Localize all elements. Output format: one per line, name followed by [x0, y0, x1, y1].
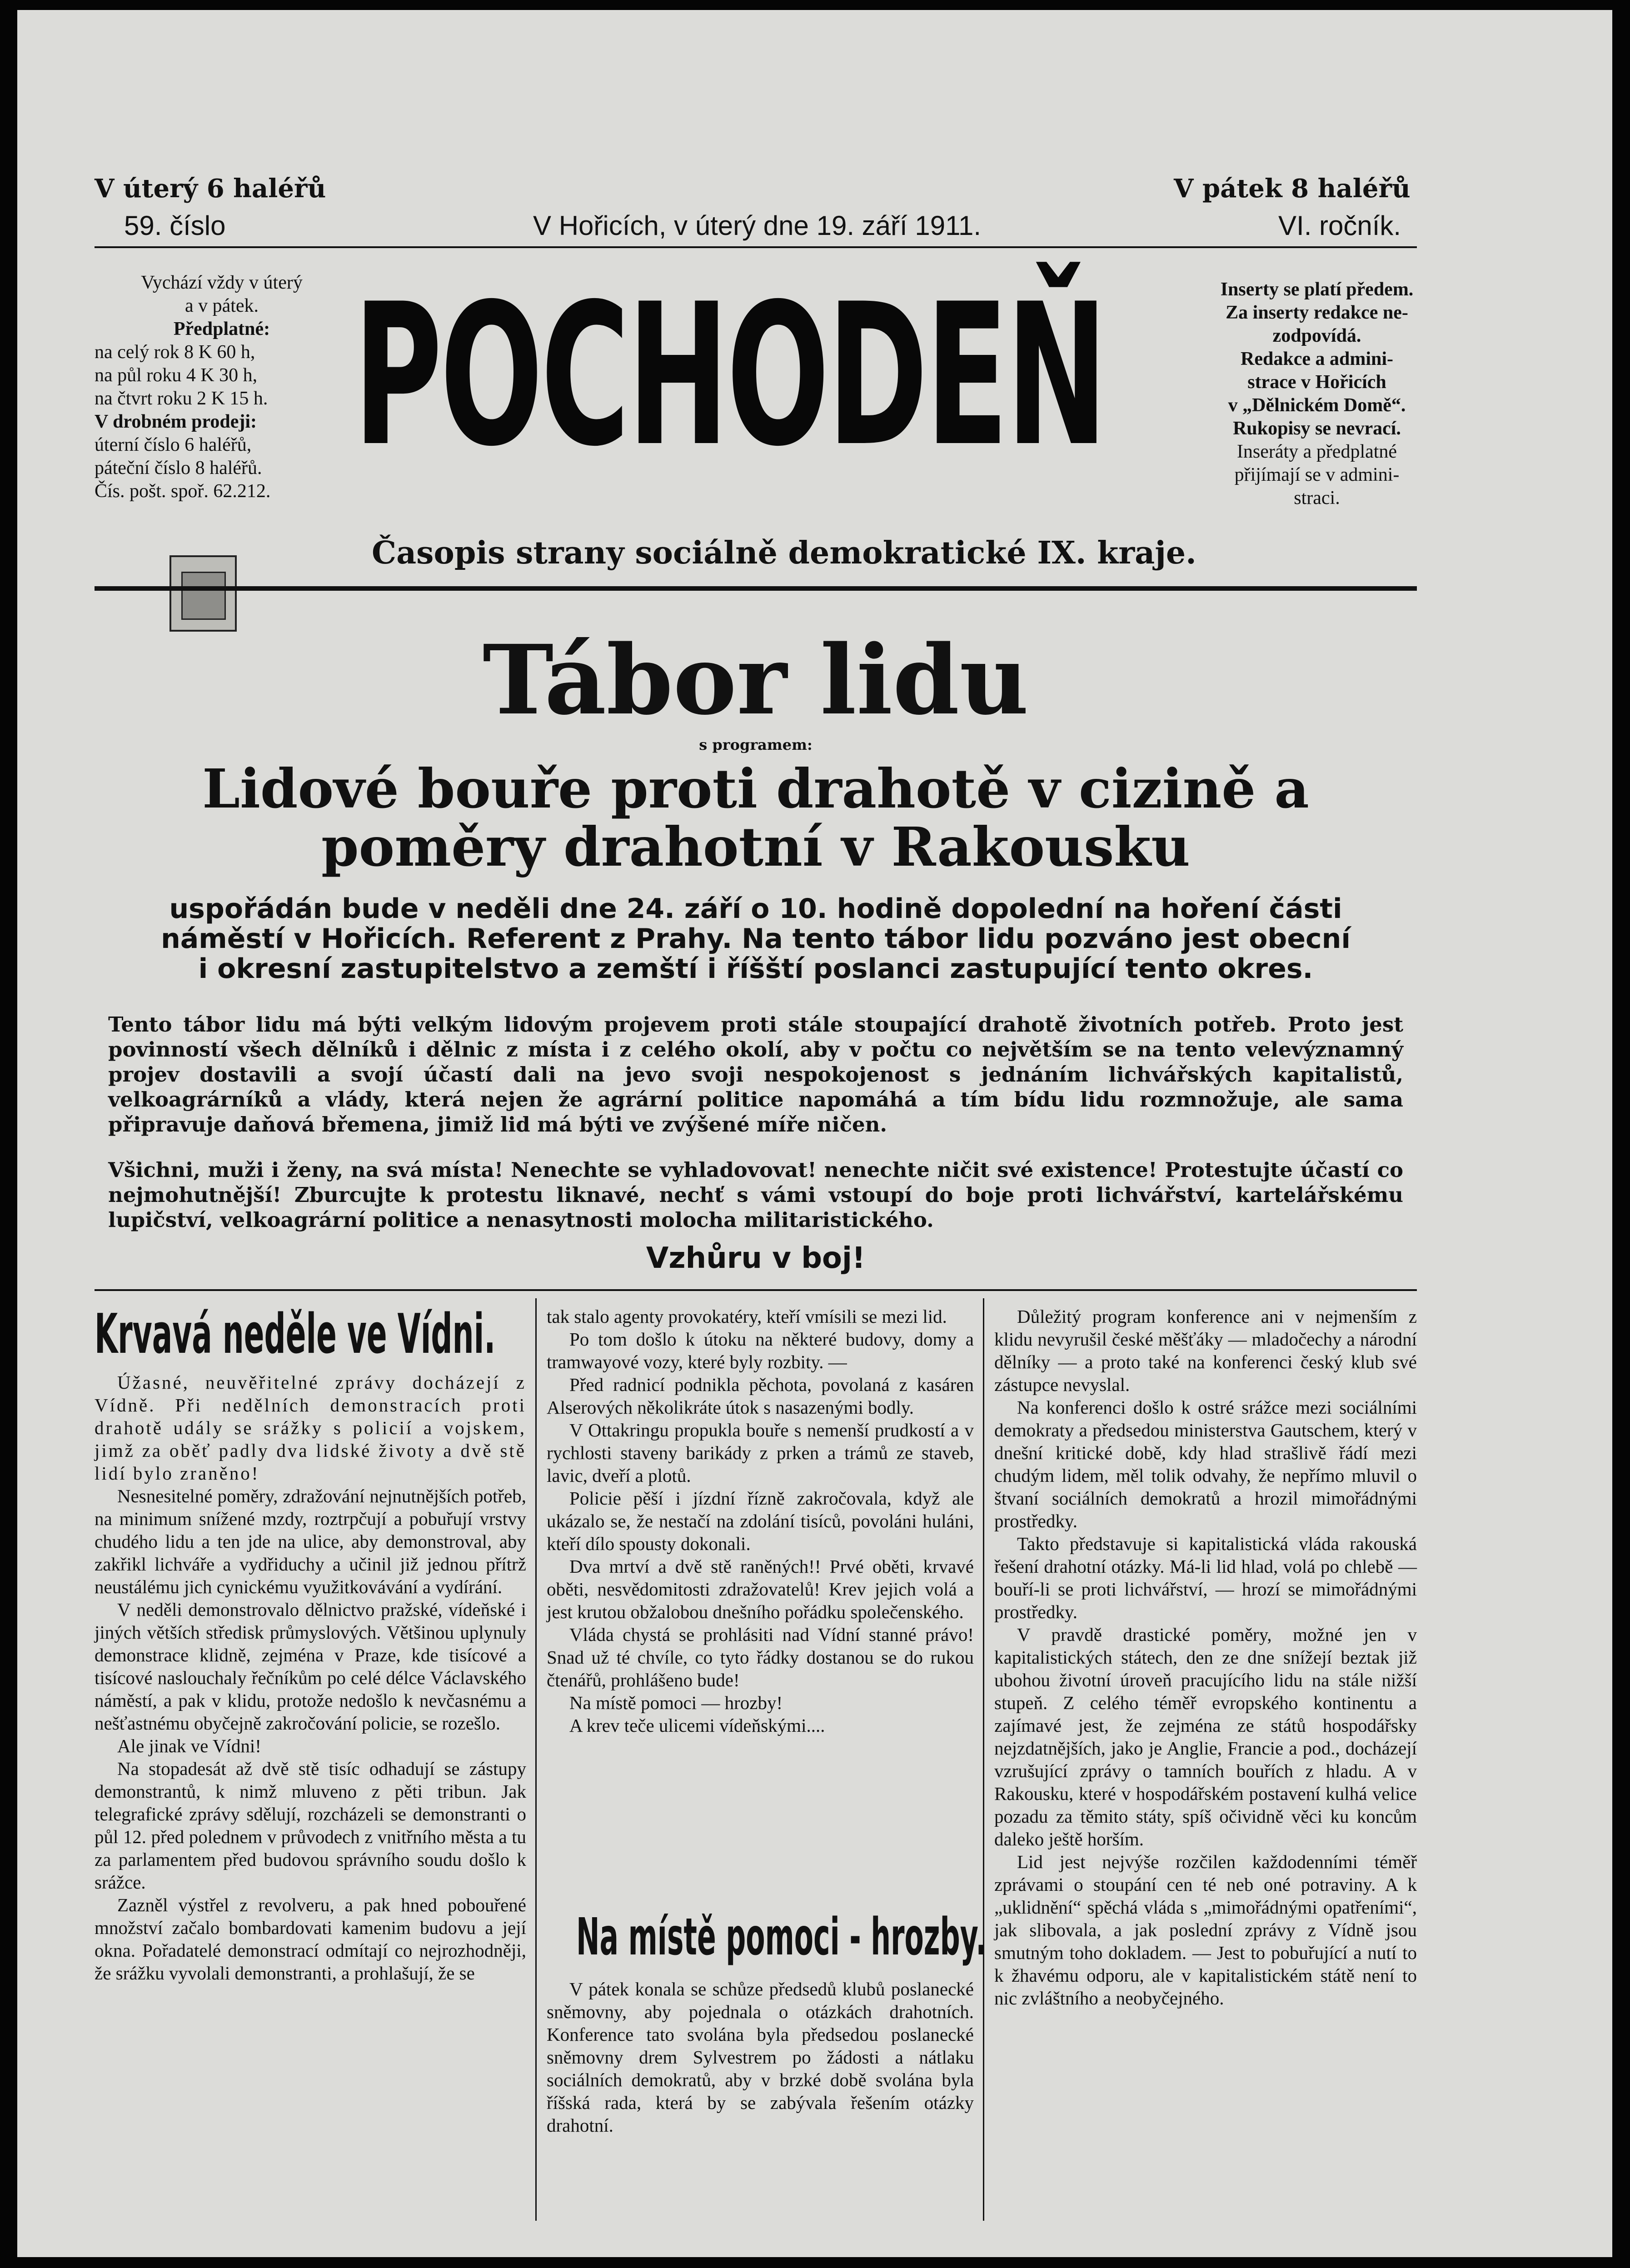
article-paragraph: V pravdě drastické poměry, možné jen v kapitalistických státech, den ze dne snížejí beztak již ubohou životní úroveň pracujícího lidu na stále nižší stupeň. Z celého téměř evropského kontinentu a zajímavé jest, že zejména ze států hospodářsky nejzdatnějších, jako je Anglie, Francie a pod., docházejí vzrušující zprávy o tamních bouřích z hladu. A v Rakousku, které v hospodářském postavení kulhá velice pozadu za těmito státy, spíš očividně věci ku koncům daleko ještě horším. [994, 1624, 1417, 1849]
left-info-line: na celý rok 8 K 60 h, [95, 342, 255, 363]
price-friday: V pátek 8 haléřů [1174, 174, 1411, 204]
article-paragraph: Na stopadesát až dvě stě tisíc odhadují se zástupy demonstrantů, k nimž mluveno z pěti tribun. Jak telegrafické zprávy sdělují, rozcházeli se demonstranti o půl 12. před polednem v průvodech z vnitřního města a tu za parlamentem před budovou správního soudu došlo k srážce. [95, 1758, 526, 1893]
article-headline: Na místě pomoci - hrozby. [576, 1908, 987, 1967]
dateline: V Hořicích, v úterý dne 19. září 1911. [533, 210, 982, 241]
announce-line: uspořádán bude v neděli dne 24. září o 10. hodině dopolední na hoření části [169, 893, 1342, 925]
article-column-2-b [547, 1978, 974, 2137]
masthead-subtitle: Časopis strany sociálně demokratické IX. kraje. [372, 535, 1196, 571]
right-info-line: Rukopisy se nevrací. [1233, 418, 1401, 439]
left-info-line: a v pátek. [184, 295, 259, 316]
left-info-line: úterní číslo 6 haléřů, [95, 434, 252, 455]
appeal-paragraph: Všichni, muži i ženy, na svá místa! Nenechte se vyhladovovat! nenechte ničit své existence! Protestujte účastí co nejmohutnější! Zburcujte k protestu liknavé, nechť s vámi vstoupí do boje proti lichvářství, kartelářskému lupičství, velkoagrární politice a nenasytnosti molocha militaristického. [108, 1158, 1403, 1232]
article-paragraph: V Ottakringu propukla bouře s nemenší prudkostí a v rychlosti staveny barikády z prken a trámů ze staveb, lavic, dveří a plotů. [547, 1420, 974, 1486]
left-info-line: Čís. pošt. spoř. 62.212. [95, 481, 271, 502]
article-paragraph: Na místě pomoci — hrozby! [569, 1692, 783, 1713]
article-paragraph: Vláda chystá se prohlásiti nad Vídní stanné právo! Snad už té chvíle, co tyto řádky dostanou se do rukou čtenářů, prohlášeno bude! [547, 1624, 974, 1690]
article-lead: Úžasné, neuvěřitelné zprávy docházejí z Vídně. Při nedělních demonstracích proti drahotě udály se srážky s policií a vojskem, jimž za oběť padly dva lidské životy a dvě stě lidí bylo zraněno! [95, 1372, 526, 1484]
article-paragraph: V pátek konala se schůze předsedů klubů poslanecké sněmovny, aby pojednala o otázkách drahotních. Konference tato svolána byla předsedou poslanecké sněmovny drem Sylvestrem po žádosti a nátlaku sociálních demokratů, aby v brzké době svolána byla říšská rada, která by se zabývala řešením otázky drahotní. [547, 1979, 974, 2136]
article-column-3 [994, 1305, 1417, 2009]
battle-cry: Vzhůru v boj! [646, 1241, 866, 1275]
right-info-line: straci. [1294, 488, 1340, 508]
right-info-line: Inseráty a předplatné [1236, 441, 1397, 462]
masthead-rule [95, 586, 1417, 591]
subheadline-line: poměry drahotní v Rakousku [321, 815, 1190, 878]
left-info-line: na čtvrt roku 2 K 15 h. [95, 388, 268, 409]
article-paragraph: Lid jest nejvýše rozčilen každodenními téměř zprávami o stoupání cen té neb oné potraviny. A k „uklidnění“ spěchá vláda s „mimořádnými opatřeními“, jak slibovala, a jak poslední zprávy z Vídně jsou smutným toho dokladem. — Jest to pobuřující a nutí to k žhavému odporu, ale v kapitalistickém státě není to nic zvláštního a neobyčejného. [994, 1851, 1417, 2009]
left-info-line: páteční číslo 8 haléřů. [95, 458, 262, 479]
left-info-line: Předplatné: [173, 319, 270, 339]
article-column-1 [95, 1371, 526, 1984]
article-paragraph: V neděli demonstrovalo dělnictvo pražské, vídeňské i jiných větších středisk průmyslových. Většinou uplynuly demonstrace klidně, zejména v Praze, kde tisícové a tisícové naslouchaly řečníkům po celé délce Václavského náměstí, a pak v klidu, protože nedošlo k nevčasnému a nešťastnému obyčejně zakročování policie, se rozešlo. [95, 1599, 526, 1734]
column-divider [535, 1298, 537, 2221]
column-divider [983, 1298, 984, 2221]
article-paragraph: Zazněl výstřel z revolveru, a pak hned pobouřené množství začalo bombardovati kamenim budovu a její okna. Pořadatelé demonstrací odmítají co nejrozhodněji, že srážku vyvolali demonstranti, a prohlašují, že se [95, 1894, 526, 1984]
subheadline [95, 757, 1417, 878]
newspaper-page [17, 10, 1612, 2257]
right-info-line: strace v Hořicích [1247, 372, 1386, 393]
article-paragraph: Po tom došlo k útoku na některé budovy, domy a tramwayové vozy, které byly rozbity. — [547, 1329, 974, 1372]
announce-line: i okresní zastupitelstvo a zemští i říšští poslanci zastupující tento okres. [198, 953, 1313, 985]
article-paragraph: Před radnicí podnikla pěchota, povolaná z kasáren Alserových několikráte útok s nasazenými bodly. [547, 1374, 974, 1418]
masthead-title: POCHODEŇ [354, 262, 1106, 489]
right-info-line: Redakce a admini- [1241, 349, 1393, 369]
left-info-box [95, 271, 349, 503]
postage-stamp-icon [169, 555, 237, 632]
volume: VI. ročník. [1278, 210, 1401, 241]
article-paragraph: Nesnesitelné poměry, zdražování nejnutnějších potřeb, na minimum snížené mzdy, roztrpčují a pobuřují vrstvy chudého lidu a ten jde na ulice, aby demonstroval, aby zakřikl lichváře a vydřiduchy a učinil již jednou přítrž neustálému jich cynickému využitkovávání a vydírání. [95, 1485, 526, 1597]
right-info-line: zodpovídá. [1272, 325, 1361, 346]
article-paragraph: Dva mrtví a dvě stě raněných!! Prvé oběti, krvavé oběti, nesvědomitosti zdražovatelů! Krev jejich volá a jest krutou obžalobou dnešního pořádku společenského. [547, 1556, 974, 1622]
article-paragraph: Ale jinak ve Vídni! [117, 1735, 261, 1756]
program-label: s programem: [699, 736, 813, 753]
subheadline-line: Lidové bouře proti drahotě v cizině a [202, 757, 1309, 820]
story-rule [95, 1289, 1417, 1291]
right-info-line: Za inserty redakce ne- [1226, 302, 1408, 323]
right-info-line: Inserty se platí předem. [1220, 279, 1414, 300]
right-info-line: přijímají se v admini- [1234, 464, 1400, 485]
header-rule [95, 246, 1417, 248]
appeal-paragraph: Tento tábor lidu má býti velkým lidovým projevem proti stále stoupající drahotě životních potřeb. Proto jest povinností všech dělníků i dělnic z místa i z celého okolí, aby v počtu co největším se na tento velevýznamný projev dostavili a svojí účastí dali na jevo svoji nespokojenost s jednáním lichvářských kapitalistů, velkoagrárníků a vlády, která nejen že agrární politice napomáhá a tím bídu lidu rozmnožuje, ale sama připravuje daňová břemena, jimiž lid má býti ve zvýšené míře ničen. [108, 1012, 1403, 1136]
price-tuesday: V úterý 6 haléřů [95, 174, 326, 204]
article-paragraph: Policie pěší i jízdní řízně zakročovala, když ale ukázalo se, že nestačí na zdolání tisíců, povoláni huláni, kteří dílo spousty dokonali. [547, 1488, 974, 1554]
right-info-box [1212, 278, 1421, 510]
article-paragraph: Na konferenci došlo k ostré srážce mezi sociálními demokraty a předsedou ministerstva Gautschem, který v dnešní kritické době, kdy hlad strašlivě řádí mezi chudým lidem, měl tolik odvahy, že nepřímo mluvil o štvaní sociálních demokratů a hrozil mimořádnými prostředky. [994, 1397, 1417, 1531]
article-paragraph: Takto představuje si kapitalistická vláda rakouská řešení drahotní otázky. Má-li lid hlad, volá po chlebě — bouří-li se proti lichvářství, — hrozí se mimořádnými prostředky. [994, 1533, 1417, 1622]
article-paragraph: Důležitý program konference ani v nejmenším z klidu nevyrušil české měšťáky — mladočechy a národní dělníky — a proto také na konferenci český klub své zástupce nevyslal. [994, 1306, 1417, 1395]
article-column-2 [547, 1305, 974, 1737]
left-info-line: V drobném prodeji: [95, 411, 257, 432]
issue-number: 59. číslo [124, 210, 226, 241]
event-announcement [95, 894, 1417, 984]
main-headline: Tábor lidu [483, 624, 1029, 736]
article-paragraph: A krev teče ulicemi vídeňskými.... [569, 1715, 825, 1736]
left-info-line: Vychází vždy v úterý [141, 272, 303, 293]
article-paragraph: tak stalo agenty provokatéry, kteří vmísili se mezi lid. [547, 1306, 947, 1327]
announce-line: náměstí v Hořicích. Referent z Prahy. Na tento tábor lidu pozváno jest obecní [161, 923, 1351, 955]
right-info-line: v „Dělnickém Domě“. [1228, 395, 1406, 416]
article-headline: Krvavá neděle ve Vídni. [95, 1303, 496, 1366]
left-info-line: na půl roku 4 K 30 h, [95, 365, 258, 386]
